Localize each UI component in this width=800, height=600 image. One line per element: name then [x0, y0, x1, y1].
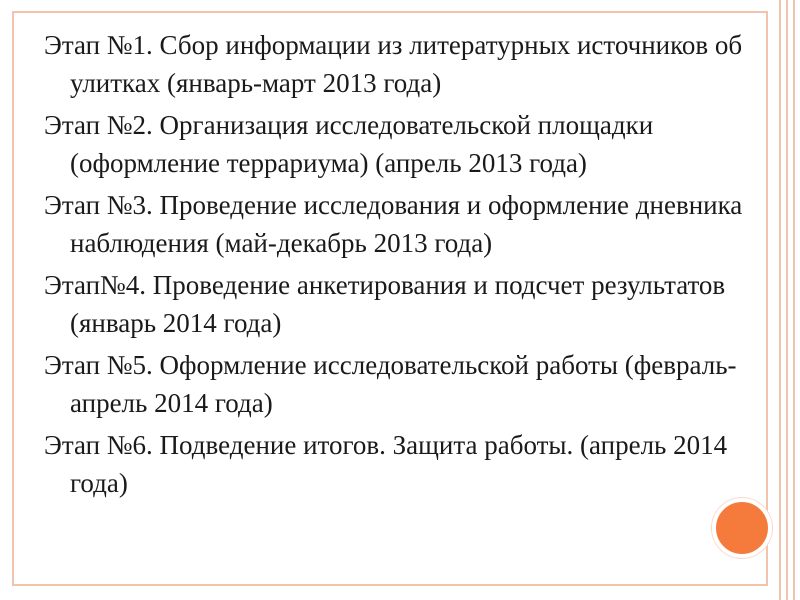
decorative-line: [786, 0, 788, 600]
accent-circle-decoration: [712, 498, 772, 558]
stage-4: Этап№4. Проведение анкетирования и подсчет результатов (январь 2014 года): [44, 270, 726, 338]
stages-list: [44, 26, 749, 506]
stage-2: Этап №2. Организация исследовательской площадки (оформление террариума) (апрель 2013 года): [44, 110, 654, 178]
decorative-line: [793, 0, 795, 600]
stage-3: Этап №3. Проведение исследования и оформление дневника наблюдения (май-декабрь 2013 года): [44, 190, 743, 258]
decorative-line: [779, 0, 781, 600]
stage-6: Этап №6. Подведение итогов. Защита работы. (апрель 2014 года): [44, 430, 728, 498]
stage-5: Этап №5. Оформление исследовательской работы (февраль-апрель 2014 года): [44, 350, 737, 418]
stage-1: Этап №1. Сбор информации из литературных источников об улитках (январь-март 2013 года): [44, 30, 743, 98]
